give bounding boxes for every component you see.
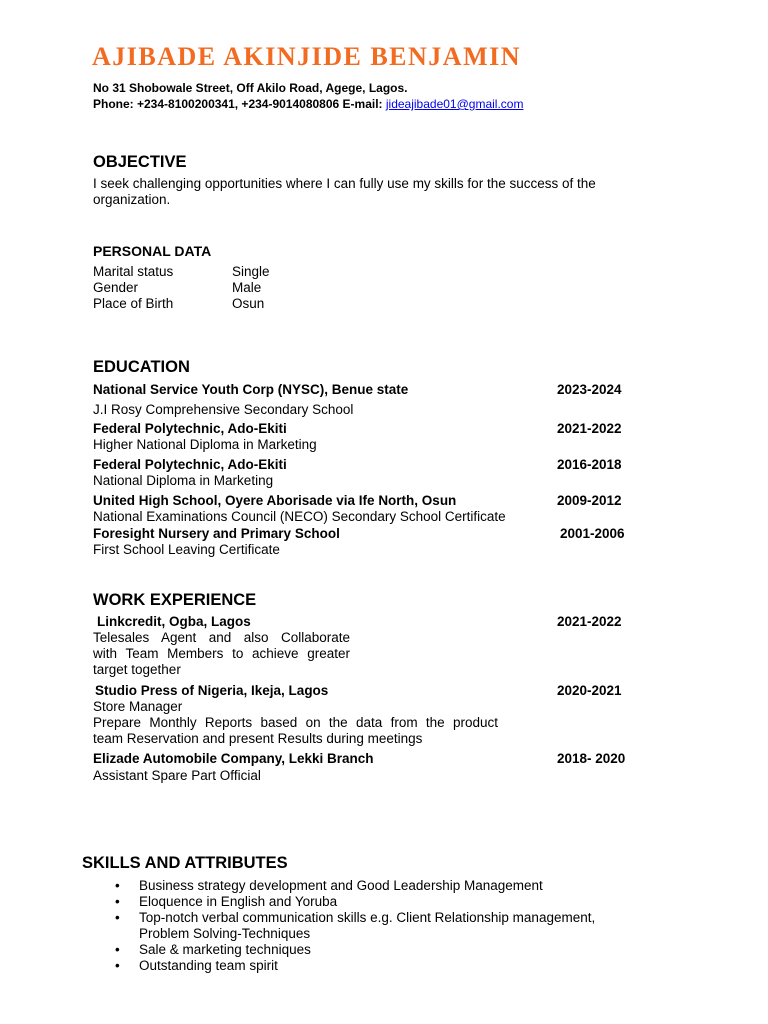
objective-line-1: I seek challenging opportunities where I can fully use my skills for the success of the bbox=[93, 176, 596, 191]
work-years: 2020-2021 bbox=[557, 683, 622, 698]
work-experience-heading: WORK EXPERIENCE bbox=[93, 591, 257, 609]
email-link[interactable]: jideajibade01@gmail.com bbox=[385, 97, 524, 111]
skill-text: Business strategy development and Good Leadership Management bbox=[139, 878, 543, 893]
skill-text: Top-notch verbal communication skills e.g. Client Relationship management, bbox=[139, 910, 596, 925]
bullet-icon: • bbox=[115, 878, 120, 893]
work-company: Elizade Automobile Company, Lekki Branch bbox=[93, 751, 374, 766]
work-line: team Reservation and present Results during meetings bbox=[93, 731, 423, 746]
objective-line-2: organization. bbox=[93, 192, 171, 207]
work-line: Telesales Agent and also Collaborate bbox=[93, 630, 350, 645]
skills-heading: SKILLS AND ATTRIBUTES bbox=[82, 854, 288, 872]
education-years: 2009-2012 bbox=[557, 493, 622, 508]
education-detail: J.I Rosy Comprehensive Secondary School bbox=[93, 402, 354, 417]
education-years: 2023-2024 bbox=[557, 382, 622, 397]
gender-label: Gender bbox=[93, 280, 139, 295]
bullet-icon: • bbox=[115, 894, 120, 909]
work-years: 2018- 2020 bbox=[557, 751, 626, 766]
work-line: Store Manager bbox=[93, 699, 183, 714]
skill-text: Eloquence in English and Yoruba bbox=[139, 894, 338, 909]
work-line: with Team Members to achieve greater bbox=[93, 646, 350, 661]
education-school: Federal Polytechnic, Ado-Ekiti bbox=[93, 457, 287, 472]
work-description bbox=[93, 699, 498, 747]
education-detail: Higher National Diploma in Marketing bbox=[93, 437, 317, 452]
work-company: Studio Press of Nigeria, Ikeja, Lagos bbox=[95, 683, 329, 698]
work-line: target together bbox=[93, 662, 181, 677]
marital-status-value: Single bbox=[232, 264, 270, 279]
personal-data-heading: PERSONAL DATA bbox=[93, 243, 212, 259]
work-line: Assistant Spare Part Official bbox=[93, 768, 261, 783]
work-line: Prepare Monthly Reports based on the data from the product bbox=[93, 715, 498, 730]
education-detail: National Examinations Council (NECO) Secondary School Certificate bbox=[93, 509, 506, 524]
education-detail: National Diploma in Marketing bbox=[93, 473, 274, 488]
education-years: 2021-2022 bbox=[557, 421, 622, 436]
education-heading: EDUCATION bbox=[93, 358, 190, 376]
bullet-icon: • bbox=[115, 910, 120, 925]
work-description bbox=[93, 630, 350, 678]
marital-status-label: Marital status bbox=[93, 264, 174, 279]
work-company: Linkcredit, Ogba, Lagos bbox=[97, 614, 251, 629]
skill-text: Sale & marketing techniques bbox=[139, 942, 311, 957]
education-school: Foresight Nursery and Primary School bbox=[93, 526, 340, 541]
bullet-icon: • bbox=[115, 942, 120, 957]
education-years: 2001-2006 bbox=[560, 526, 625, 541]
education-detail: First School Leaving Certificate bbox=[93, 542, 280, 557]
education-school: Federal Polytechnic, Ado-Ekiti bbox=[93, 421, 287, 436]
place-of-birth-value: Osun bbox=[232, 296, 265, 311]
education-school: United High School, Oyere Aborisade via Ife North, Osun bbox=[93, 493, 457, 508]
place-of-birth-label: Place of Birth bbox=[93, 296, 174, 311]
skill-text: Problem Solving-Techniques bbox=[139, 926, 311, 941]
resume-name: AJIBADE AKINJIDE BENJAMIN bbox=[92, 42, 521, 71]
skill-text: Outstanding team spirit bbox=[139, 958, 278, 973]
education-school: National Service Youth Corp (NYSC), Benue state bbox=[93, 382, 409, 397]
objective-heading: OBJECTIVE bbox=[93, 153, 187, 171]
address-line: No 31 Shobowale Street, Off Akilo Road, Agege, Lagos. bbox=[93, 81, 408, 95]
gender-value: Male bbox=[232, 280, 262, 295]
bullet-icon: • bbox=[115, 958, 120, 973]
work-years: 2021-2022 bbox=[557, 614, 622, 629]
phone-text: Phone: +234-8100200341, +234-9014080806 E-mail: bbox=[93, 97, 386, 111]
education-years: 2016-2018 bbox=[557, 457, 622, 472]
contact-line bbox=[93, 97, 523, 111]
